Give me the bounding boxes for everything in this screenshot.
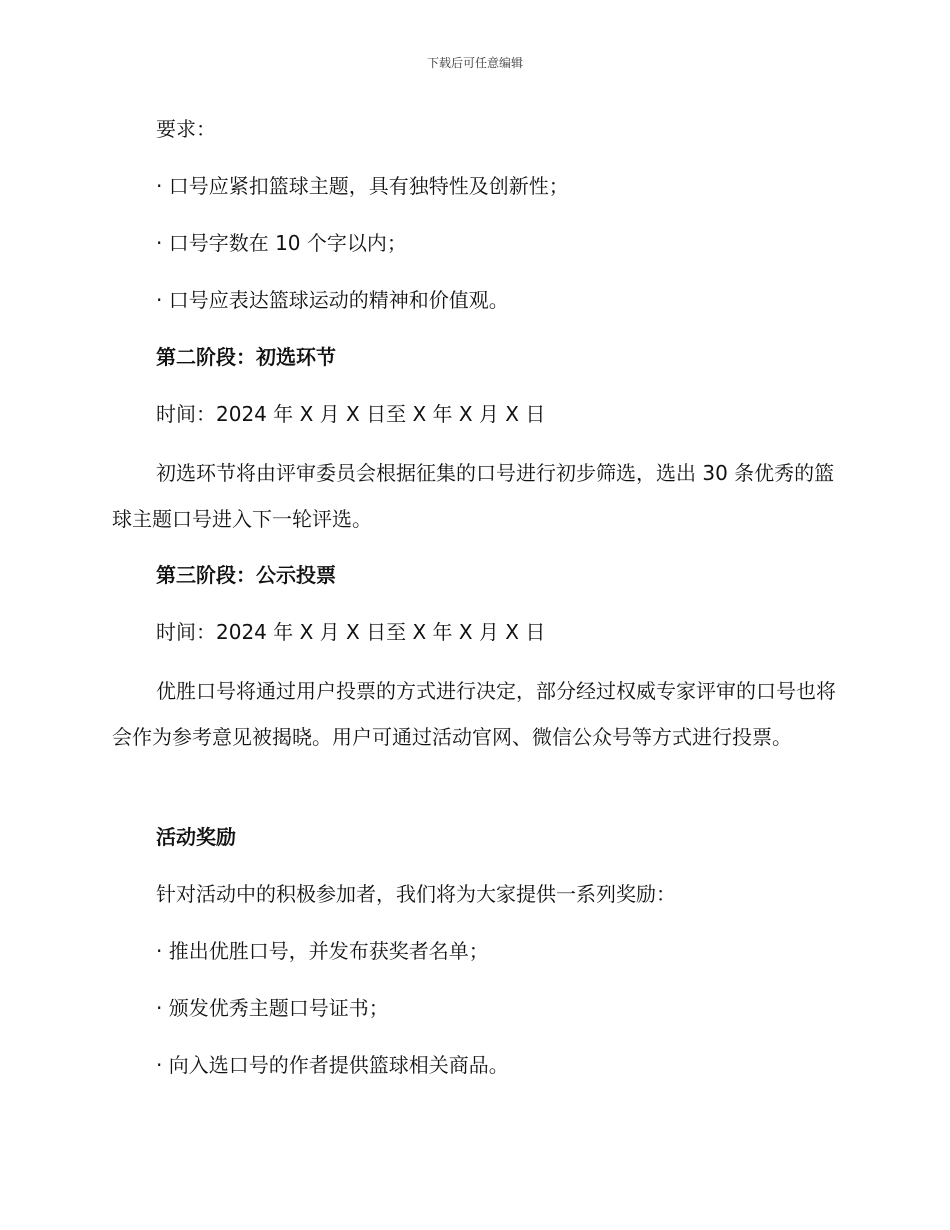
reward-item: · 向入选口号的作者提供篮球相关商品。	[156, 1053, 509, 1077]
stage3-time: 时间：2024 年 X 月 X 日至 X 年 X 月 X 日	[156, 620, 546, 644]
stage2-heading: 第二阶段：初选环节	[156, 345, 336, 369]
stage2-time: 时间：2024 年 X 月 X 日至 X 年 X 月 X 日	[156, 402, 546, 426]
page-header: 下载后可任意编辑	[426, 56, 523, 70]
requirements-label: 要求：	[156, 117, 216, 141]
stage3-heading: 第三阶段：公示投票	[156, 563, 336, 587]
requirement-item: · 口号应表达篮球运动的精神和价值观。	[156, 288, 509, 312]
reward-item: · 颁发优秀主题口号证书；	[156, 996, 389, 1020]
stage2-body: 初选环节将由评审委员会根据征集的口号进行初步筛选，选出 30 条优秀的篮球主题口号进入下一轮评选。	[112, 461, 835, 531]
rewards-heading: 活动奖励	[156, 825, 236, 849]
reward-item: · 推出优胜口号，并发布获奖者名单；	[156, 939, 489, 963]
rewards-intro: 针对活动中的积极参加者，我们将为大家提供一系列奖励：	[156, 882, 676, 906]
stage3-body: 优胜口号将通过用户投票的方式进行决定，部分经过权威专家评审的口号也将会作为参考意见被揭晓。用户可通过活动官网、微信公众号等方式进行投票。	[112, 679, 836, 749]
requirement-item: · 口号字数在 10 个字以内；	[156, 231, 407, 255]
requirement-item: · 口号应紧扣篮球主题，具有独特性及创新性；	[156, 174, 569, 198]
